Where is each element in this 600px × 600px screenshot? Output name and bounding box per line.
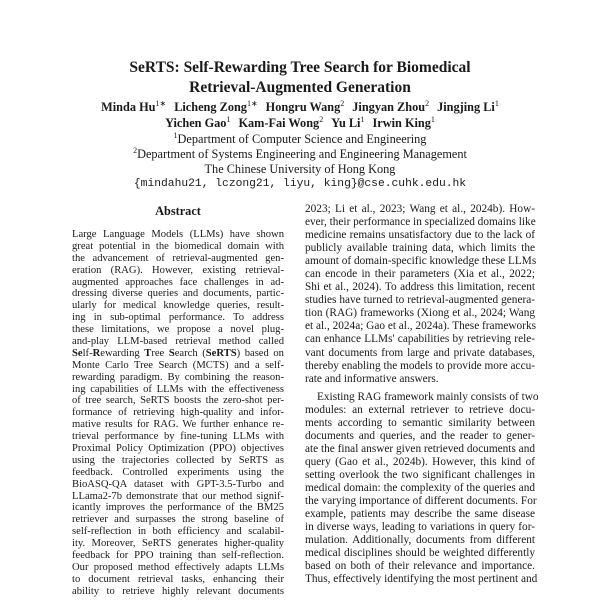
text-segment: BioASQ-QA dataset with GPT-3.5-Turbo and [72, 478, 284, 490]
abstract-line [72, 288, 284, 300]
author-affiliation-marker: 1 [226, 115, 231, 124]
text-segment: icantly improves the performance of the BM25 [72, 502, 284, 514]
abstract-line [72, 336, 284, 348]
author-list-row-1 [0, 99, 600, 115]
body-line: thereby enabling the models to provide more accu- [305, 359, 535, 372]
text-segment: great potential in the biomedical domain with [72, 240, 284, 252]
text-segment: trieval performance by fine-tuning LLMs with [72, 431, 284, 443]
text-segment: eration (RAG). However, existing retrieval- [72, 264, 284, 276]
author-affiliation-marker: 1 [360, 115, 365, 124]
author-name: Kam-Fai Wong [238, 116, 320, 130]
body-line: setting overlook the two significant challenges in [305, 468, 535, 481]
body-line: Thus, effectively identifying the most pertinent and [305, 573, 538, 586]
bold-text: SeRTS [205, 347, 237, 359]
body-line: query (Gao et al., 2024b). However, this kind of [305, 455, 535, 468]
abstract-line [72, 455, 284, 467]
text-segment: ularly for medical knowledge queries, result- [72, 300, 284, 312]
abstract-line [72, 253, 284, 265]
university: The Chinese University of Hong Kong [204, 162, 396, 176]
abstract-line [72, 300, 284, 312]
text-segment: Proximal Policy Optimization (PPO) objectives [72, 443, 284, 455]
author [101, 100, 166, 114]
body-line: in diverse ways, leading to variations in query for- [305, 521, 535, 534]
body-line: amount of domain-specific knowledge these LLMs [305, 255, 537, 268]
abstract-line [72, 419, 284, 431]
author-name: Hongru Wang [265, 100, 341, 114]
author-affiliation-marker: 1 [494, 99, 499, 108]
author [266, 100, 345, 114]
abstract-line [72, 502, 284, 514]
author-affiliation-marker: 2 [340, 99, 345, 108]
abstract-line [72, 479, 284, 491]
bold-text: S [168, 347, 175, 359]
body-line: can encode in their parameters (Xia et al., 2022; [305, 268, 535, 281]
body-line: tion (RAG) frameworks (Xiong et al., 2024; Wang [305, 307, 535, 320]
body-line: modules: an external retriever to retrieve docu- [305, 403, 535, 416]
author-affiliation-marker: 1∗ [155, 99, 167, 108]
abstract-line [72, 562, 284, 574]
text-segment: Our proposed method effectively adapts LLMs [72, 561, 284, 573]
text-segment: to document retrieval tasks, enhancing their [72, 573, 284, 585]
abstract-line [72, 395, 284, 407]
abstract-line [72, 348, 284, 360]
text-segment: earch ( [174, 347, 206, 359]
abstract-line [72, 265, 284, 277]
introduction-body [305, 203, 539, 586]
body-line: can enhance LLMs' capabilities by retrieving rele- [305, 333, 535, 346]
abstract-line [72, 526, 284, 538]
abstract-line [72, 384, 284, 396]
affiliation-2-marker: 2 [133, 146, 138, 155]
body-line: documents and queries, and the reader to gener- [305, 429, 535, 442]
text-segment: ree [151, 347, 169, 359]
body-line: 2023; Li et al., 2023; Wang et al., 2024b). How- [305, 203, 535, 215]
body-line: based on both of their relevance and importance. [305, 560, 535, 573]
paper-title-line-1: SeRTS: Self-Rewarding Tree Search for Biomedical [129, 59, 471, 76]
text-segment: rewarding paradigm. By combining the reason- [72, 371, 284, 383]
body-line: rate and informative answers. [305, 372, 439, 385]
abstract-line [72, 324, 284, 336]
author [174, 100, 257, 114]
author-list-row-2 [0, 115, 600, 131]
text-segment: ity. Moreover, SeRTS generates higher-quality [72, 538, 284, 550]
text-segment: these limitations, we propose a novel plug- [72, 324, 284, 336]
body-line: Shi et al., 2024). To address this limitation, recent [305, 281, 535, 294]
affiliation-2-text: Department of Systems Engineering and Engineering Management [137, 147, 467, 161]
author-name: Yichen Gao [165, 116, 227, 130]
text-segment: ewarding [100, 347, 145, 359]
abstract-line [72, 407, 284, 419]
author-name: Licheng Zong [174, 100, 247, 114]
text-segment: dressing diverse queries and documents, partic- [72, 288, 284, 300]
abstract-line [72, 372, 284, 384]
affiliation-1 [0, 131, 600, 147]
body-line: example, patients may describe the same disease [305, 508, 535, 521]
abstract-line [72, 467, 284, 479]
abstract-heading: Abstract [155, 204, 201, 218]
text-segment: ) based on [236, 347, 284, 359]
author-name: Yu Li [331, 116, 361, 130]
author [352, 100, 429, 114]
body-line: mulation. Additionally, documents from different [305, 534, 535, 547]
abstract-line [72, 550, 284, 562]
author-affiliation-marker: 1∗ [246, 99, 258, 108]
abstract-line [72, 431, 284, 443]
abstract-body [72, 229, 284, 598]
body-line: medicine remains unsatisfactory due to the lack of [305, 229, 535, 242]
text-segment: retriever and surpasses the strong baseline of [72, 514, 284, 526]
author [165, 116, 230, 130]
body-line: ever, their performance in specialized domains like [305, 216, 536, 229]
abstract-line [72, 312, 284, 324]
author-affiliation-marker: 2 [425, 99, 430, 108]
abstract-line [72, 360, 284, 372]
abstract-line [72, 491, 284, 503]
text-segment: using the trajectories collected by SeRTS as [72, 454, 284, 466]
bold-text: R [92, 347, 101, 359]
author-name: Jingjing Li [437, 100, 495, 114]
paper-title-line-2: Retrieval-Augmented Generation [189, 79, 411, 96]
text-segment: lf- [82, 347, 93, 359]
body-line: et al., 2024a; Gao et al., 2024a). These frameworks [305, 320, 536, 333]
text-segment: the advancement of retrieval-augmented gen- [72, 252, 284, 264]
text-segment: of tree search, SeRTS boosts the zero-shot per- [72, 395, 284, 407]
affiliation-1-marker: 1 [173, 131, 178, 140]
author-name: Jingyan Zhou [352, 100, 426, 114]
text-segment: ing capabilities of LLMs with the effectiveness [72, 383, 284, 395]
abstract-line [72, 574, 284, 586]
text-segment: mative results for RAG. We further enhance re- [72, 419, 284, 431]
abstract-line [72, 241, 284, 253]
bold-text: Se [72, 347, 83, 359]
affiliation-2 [0, 146, 600, 162]
abstract-line [72, 586, 284, 598]
text-segment: Large Language Models (LLMs) have shown [72, 229, 284, 240]
text-segment: Monte Carlo Tree Search (MCTS) and a self- [72, 359, 284, 371]
text-segment: and-play LLM-based retrieval method called [72, 336, 284, 348]
abstract-line [72, 514, 284, 526]
author [238, 116, 323, 130]
author [437, 100, 499, 114]
abstract-line [72, 538, 284, 550]
abstract-line [72, 229, 284, 241]
bold-text: T [144, 347, 152, 359]
text-segment: ability to retrieve highly relevant documents [72, 585, 284, 597]
body-line: vant documents from large and private databases, [305, 346, 535, 359]
abstract-line [72, 277, 284, 289]
text-segment: formance of retrieving high-quality and infor- [72, 407, 284, 419]
body-line: studies have turned to retrieval-augmented genera- [305, 294, 535, 307]
body-line: medical disciplines should be weighted differently [305, 547, 535, 560]
author-affiliation-marker: 1 [430, 115, 435, 124]
abstract-line [72, 443, 284, 455]
author [372, 116, 434, 130]
body-line: the varying importance of different documents. For [305, 495, 537, 508]
text-segment: LLama2-7b demonstrate that our method signif- [72, 490, 284, 502]
body-line: Existing RAG framework mainly consists of two [317, 390, 539, 403]
author-emails: {mindahu21, lczong21, liyu, king}@cse.cuhk.edu.hk [133, 178, 467, 190]
text-segment: feedback. Controlled experiments using the [72, 466, 284, 478]
body-line: medical domain: the complexity of the queries and [305, 481, 535, 494]
text-segment: augmented approaches face challenges in ad- [72, 276, 284, 288]
author-affiliation-marker: 2 [319, 115, 324, 124]
text-segment: ing in sub-optimal performance. To address [72, 312, 284, 324]
body-line: ments according to semantic similarity between [305, 416, 535, 429]
body-line: ate the final answer given retrieved documents and [305, 442, 535, 455]
author [331, 116, 364, 130]
text-segment: self-reflection in both efficiency and scalabil- [72, 526, 284, 538]
body-line: publicly available training data, which limits the [305, 242, 535, 255]
affiliation-1-text: Department of Computer Science and Engineering [177, 132, 427, 146]
author-name: Irwin King [372, 116, 431, 130]
author-name: Minda Hu [101, 100, 156, 114]
text-segment: feedback for PPO training than self-reflection. [72, 550, 284, 562]
